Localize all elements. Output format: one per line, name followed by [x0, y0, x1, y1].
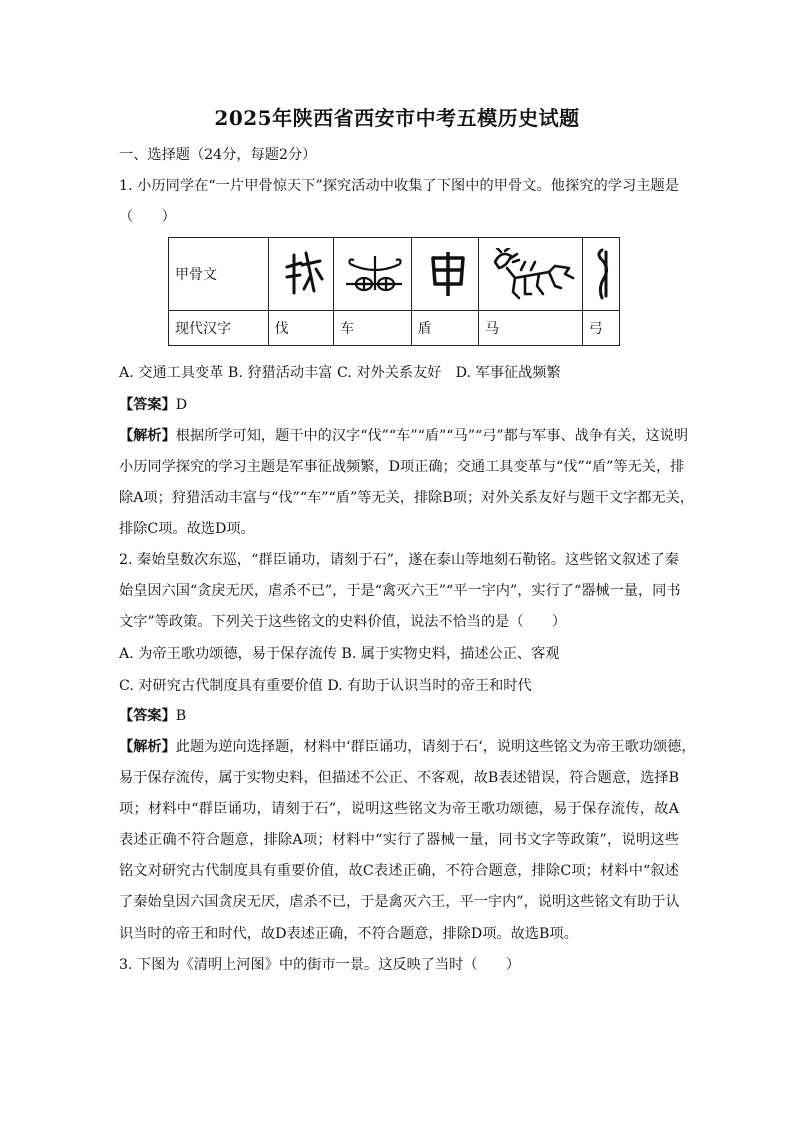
fa-oracle-icon-svg	[284, 249, 324, 299]
modern-char-che: 车	[334, 311, 412, 346]
dun-oracle-icon	[411, 238, 478, 311]
dun-oracle-icon-svg	[427, 250, 469, 298]
q2-analysis-line3: 项；材料中“群臣诵功，请刻于石”，说明这些铭文为帝王歌功颂德，易于保存流传，故A	[119, 801, 679, 817]
q1-analysis-line4: 排除C项。故选D项。	[119, 521, 255, 537]
q1-stem-line1: 1. 小历同学在“一片甲骨惊天下”探究活动中收集了下图中的甲骨文。他探究的学习主题是	[119, 178, 679, 194]
che-oracle-icon	[334, 238, 412, 311]
analysis-tag: 【解析】	[119, 739, 176, 755]
q2-analysis-line1	[119, 737, 696, 757]
page-title: 2025年陕西省西安市中考五模历史试题	[214, 106, 580, 130]
q2-analysis-line6: 了秦始皇因六国贪戾无厌，虐杀不已，于是禽灭六王，平一宇内”，说明这些铭文有助于认	[119, 894, 680, 910]
modern-char-gong: 弓	[582, 311, 619, 346]
q2-stem-line2: 始皇因六国“贪戾无厌，虐杀不已”，于是“禽灭六王”“平一宇内”，实行了“器械一量，同书	[119, 583, 681, 599]
analysis-text: 此题为逆向选择题，材料中‘群臣诵功，请刻于石‘，说明这些铭文为帝王歌功颂德，	[175, 739, 696, 755]
gong-oracle-icon-svg	[594, 248, 614, 300]
q1-analysis-line2: 小历同学探究的学习主题是军事征战频繁，D项正确；交通工具变革与“伐”“盾”等无关，排	[119, 459, 685, 475]
fa-oracle-icon	[268, 238, 333, 311]
section-heading: 一、选择题（24分，每题2分）	[119, 147, 317, 163]
gong-oracle-icon	[582, 238, 619, 311]
oracle-bone-table	[168, 237, 620, 346]
ma-oracle-icon-svg	[491, 248, 575, 300]
answer-tag: 【答案】	[119, 708, 176, 724]
q2-stem-line1: 2. 秦始皇数次东巡，“群臣诵功，请刻于石”，遂在泰山等地刻石勒铭。这些铭文叙述了秦	[119, 552, 679, 568]
modern-row-label: 现代汉字	[169, 311, 269, 346]
q2-answer	[119, 706, 679, 726]
q3-stem-line1: 3. 下图为《清明上河图》中的街市一景。这反映了当时（ ）	[119, 957, 521, 973]
q2-analysis-line5: 铭文对研究古代制度具有重要价值，故C表述正确，不符合题意，排除C项；材料中“叙述	[119, 863, 679, 879]
q1-stem-line2: （ ）	[119, 209, 176, 225]
q1-analysis-line1	[119, 426, 689, 446]
analysis-text: 根据所学可知，题干中的汉字“伐”“车”“盾”“马”“弓”都与军事、战争有关，这说明	[175, 428, 689, 444]
modern-char-dun: 盾	[411, 311, 478, 346]
q2-analysis-line2: 易于保存流传，属于实物史料，但描述不公正、不客观，故B表述错误，符合题意，选择B	[119, 770, 679, 786]
answer-value: B	[175, 708, 187, 724]
answer-tag: 【答案】	[119, 397, 176, 413]
oracle-row-label: 甲骨文	[169, 238, 269, 311]
q2-options-line2: C. 对研究古代制度具有重要价值 D. 有助于认识当时的帝王和时代	[119, 678, 532, 694]
q1-answer	[119, 395, 679, 415]
modern-char-row	[169, 311, 620, 346]
che-oracle-icon-svg	[344, 254, 406, 294]
analysis-tag: 【解析】	[119, 428, 176, 444]
modern-char-fa: 伐	[268, 311, 333, 346]
q2-analysis-line4: 表述正确不符合题意，排除A项；材料中“实行了器械一量，同书文字等政策”，说明这些	[119, 832, 679, 848]
ma-oracle-icon	[479, 238, 583, 311]
modern-char-ma: 马	[479, 311, 583, 346]
q2-stem-line3: 文字”等政策。下列关于这些铭文的史料价值，说法不恰当的是（ ）	[119, 614, 567, 630]
oracle-row	[169, 238, 620, 311]
q2-analysis-line7: 识当时的帝王和时代，故D表述正确，不符合题意，排除D项。故选B项。	[119, 926, 578, 942]
q1-options: A. 交通工具变革 B. 狩猎活动丰富 C. 对外关系友好 D. 军事征战频繁	[119, 365, 561, 381]
q2-options-line1: A. 为帝王歌功颂德，易于保存流传 B. 属于实物史料，描述公正、客观	[119, 646, 560, 662]
q1-analysis-line3: 除A项；狩猎活动丰富与“伐”“车”“盾”等无关，排除B项；对外关系友好与题干文字都无关，	[119, 490, 694, 506]
answer-value: D	[175, 397, 188, 413]
